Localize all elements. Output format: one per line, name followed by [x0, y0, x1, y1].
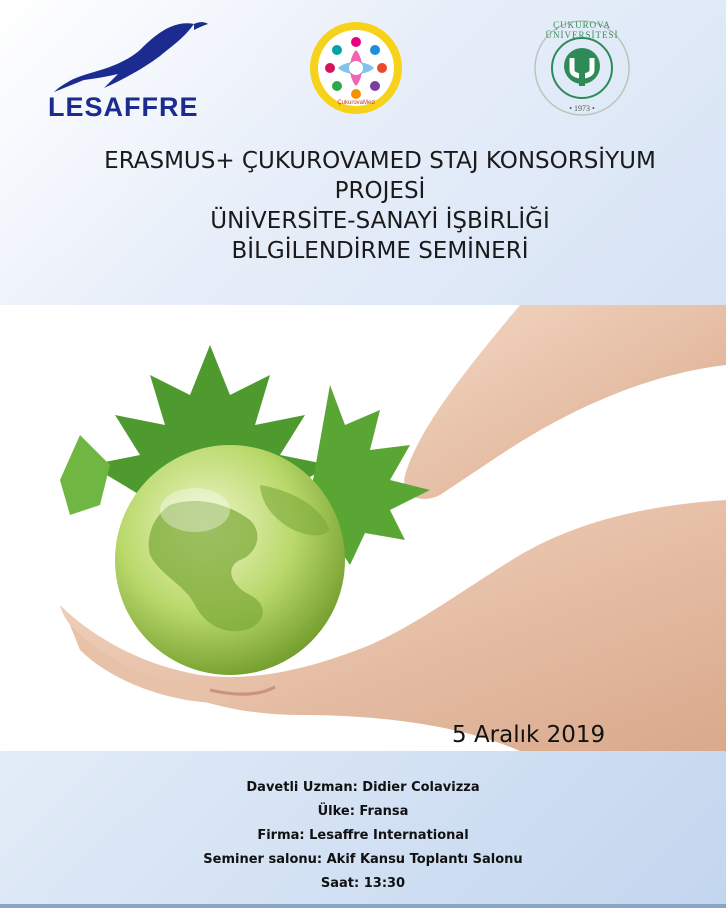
title-line-4: BİLGİLENDİRME SEMİNERİ: [231, 238, 529, 264]
event-details: [0, 776, 726, 896]
footer-divider: [0, 904, 726, 908]
cukurovamed-logo: [308, 20, 404, 116]
detail-time: Saat: 13:30: [320, 876, 406, 891]
swallow-icon: [44, 18, 214, 93]
title-line-1: ERASMUS+ ÇUKUROVAMED STAJ KONSORSİYUM: [104, 148, 656, 174]
seminar-title: [60, 146, 700, 266]
hero-image: [0, 305, 726, 751]
detail-speaker: Davetli Uzman: Didier Colavizza: [246, 780, 480, 795]
cukurova-ring-text: ÇUKUROVA ÜNİVERSİTESİ: [545, 20, 619, 40]
cukurova-year: • 1973 •: [569, 104, 595, 113]
detail-venue: Seminer salonu: Akif Kansu Toplantı Salonu: [203, 852, 523, 867]
title-line-3: ÜNİVERSİTE-SANAYİ İŞBİRLİĞİ: [210, 208, 550, 234]
cukurova-university-logo: [532, 18, 632, 118]
title-line-2: PROJESİ: [334, 178, 426, 204]
lesaffre-logo: [44, 18, 214, 123]
lesaffre-wordmark: LESAFFRE: [48, 92, 199, 122]
hands-globe-illustration: [0, 305, 726, 751]
event-date: 5 Aralık 2019: [452, 722, 606, 748]
detail-country: Ülke: Fransa: [317, 804, 409, 819]
detail-company: Firma: Lesaffre International: [257, 828, 469, 843]
cukurovamed-ring-text: ÇukurovaMed: [337, 100, 375, 106]
